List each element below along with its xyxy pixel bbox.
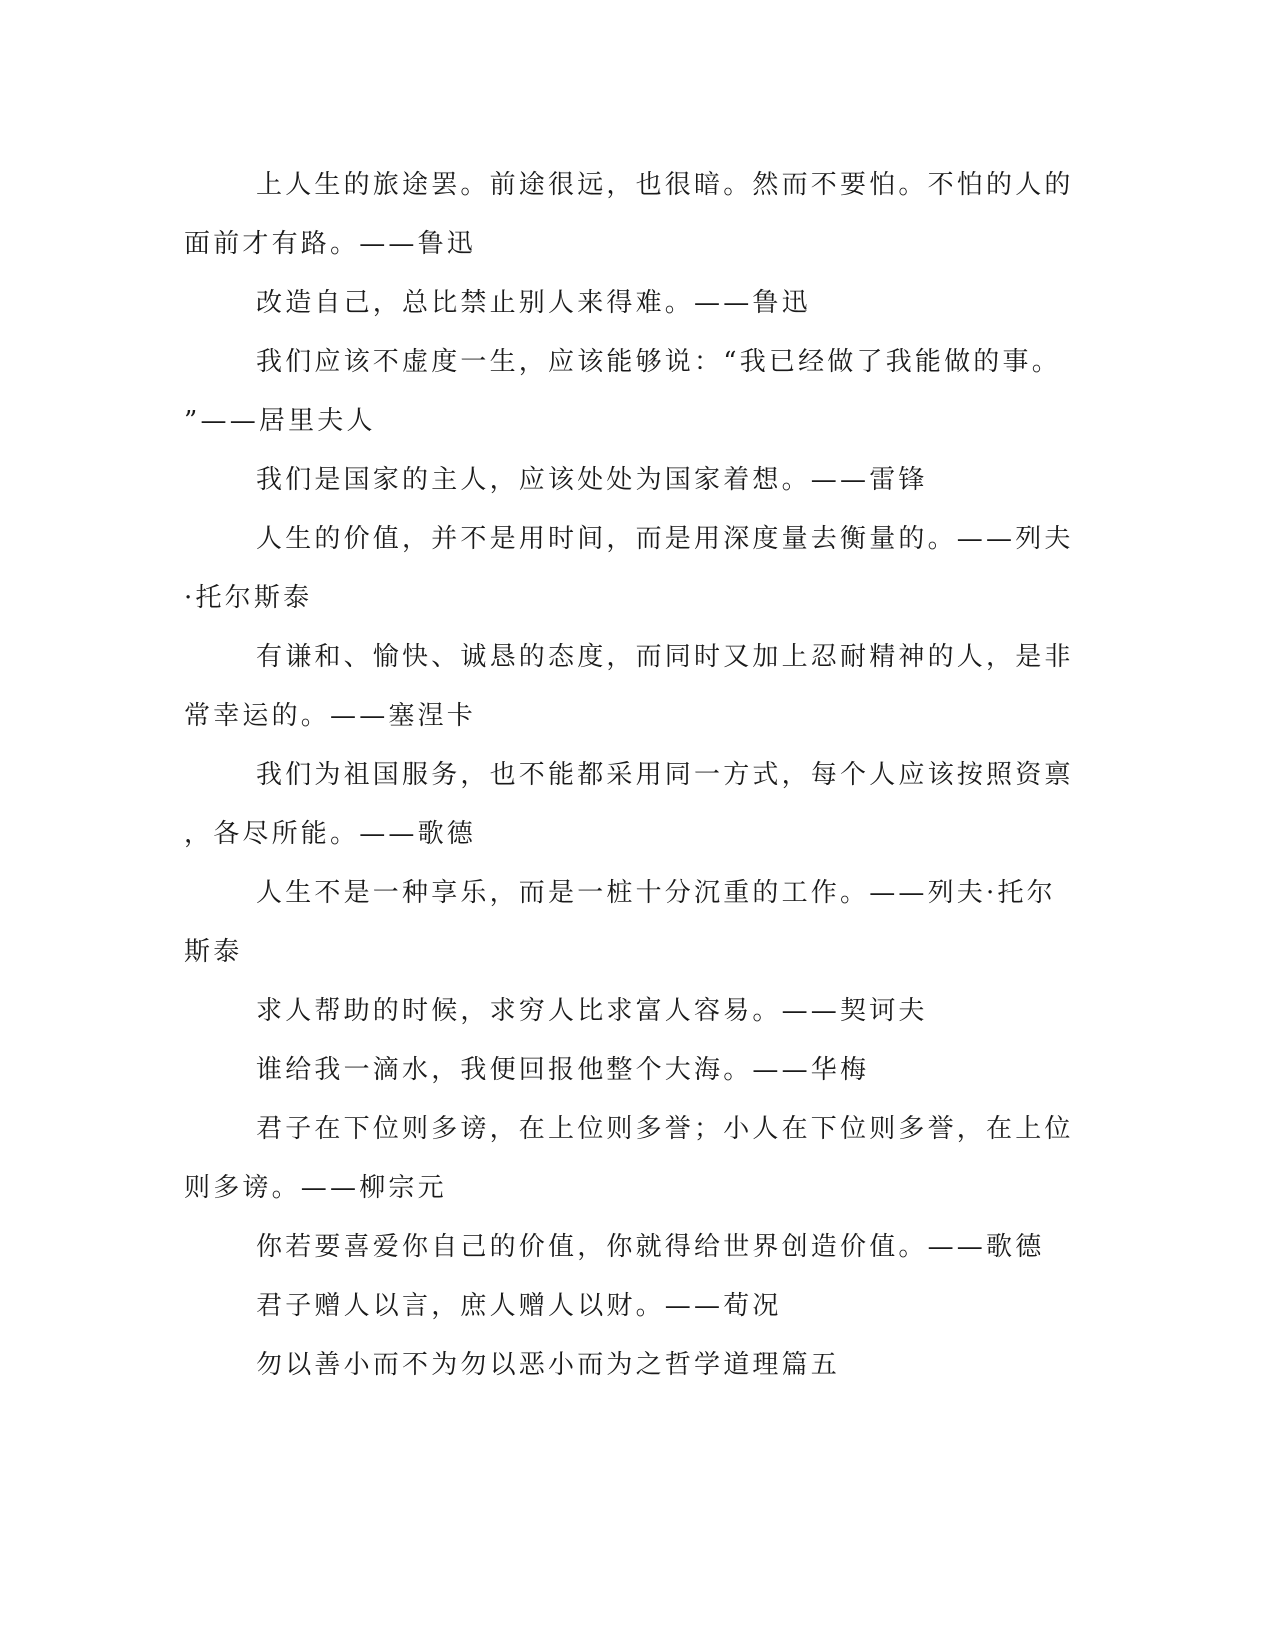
quote-paragraph — [184, 1041, 1044, 1100]
paragraph-line: 面前才有路。——鲁迅 — [184, 229, 477, 259]
paragraph-line: 人生不是一种享乐，而是一桩十分沉重的工作。——列夫·托尔 — [256, 878, 1056, 908]
paragraph-line: 上人生的旅途罢。前途很远，也很暗。然而不要怕。不怕的人的 — [256, 170, 1074, 200]
quote-paragraph — [184, 1218, 1044, 1277]
quote-paragraph — [184, 1100, 1074, 1218]
paragraph-line: 人生的价值，并不是用时间，而是用深度量去衡量的。——列夫 — [256, 524, 1074, 554]
paragraph-line: 君子赠人以言，庶人赠人以财。——荀况 — [256, 1291, 782, 1321]
paragraph-line: 求人帮助的时候，求穷人比求富人容易。——契诃夫 — [256, 996, 928, 1026]
quote-paragraph — [184, 274, 1044, 333]
section-heading — [184, 1336, 1044, 1395]
quote-paragraph — [184, 156, 1074, 274]
paragraph-line: 常幸运的。——塞涅卡 — [184, 701, 477, 731]
paragraph-line: ，各尽所能。——歌德 — [184, 819, 477, 849]
paragraph-line: 改造自己，总比禁止别人来得难。——鲁迅 — [256, 288, 811, 318]
paragraph-line: ”——居里夫人 — [184, 406, 376, 436]
quote-paragraph — [184, 864, 1056, 982]
paragraph-line: 你若要喜爱你自己的价值，你就得给世界创造价值。——歌德 — [256, 1232, 1045, 1262]
quote-paragraph — [184, 333, 1061, 451]
paragraph-line: 则多谤。——柳宗元 — [184, 1173, 447, 1203]
quote-paragraph — [184, 628, 1074, 746]
paragraph-line: 勿以善小而不为勿以恶小而为之哲学道理篇五 — [256, 1350, 841, 1380]
paragraph-line: 我们应该不虚度一生，应该能够说：“我已经做了我能做的事。 — [256, 347, 1061, 377]
paragraph-line: ·托尔斯泰 — [184, 583, 313, 613]
quote-paragraph — [184, 451, 1044, 510]
quote-paragraph — [184, 510, 1074, 628]
quote-paragraph — [184, 982, 1044, 1041]
quote-paragraph — [184, 746, 1074, 864]
paragraph-line: 谁给我一滴水，我便回报他整个大海。——华梅 — [256, 1055, 870, 1085]
document-body — [184, 156, 1074, 1395]
paragraph-line: 斯泰 — [184, 937, 243, 967]
paragraph-line: 君子在下位则多谤，在上位则多誉；小人在下位则多誉，在上位 — [256, 1114, 1074, 1144]
paragraph-line: 有谦和、愉快、诚恳的态度，而同时又加上忍耐精神的人，是非 — [256, 642, 1074, 672]
paragraph-line: 我们是国家的主人，应该处处为国家着想。——雷锋 — [256, 465, 928, 495]
quote-paragraph — [184, 1277, 1044, 1336]
paragraph-line: 我们为祖国服务，也不能都采用同一方式，每个人应该按照资禀 — [256, 760, 1074, 790]
